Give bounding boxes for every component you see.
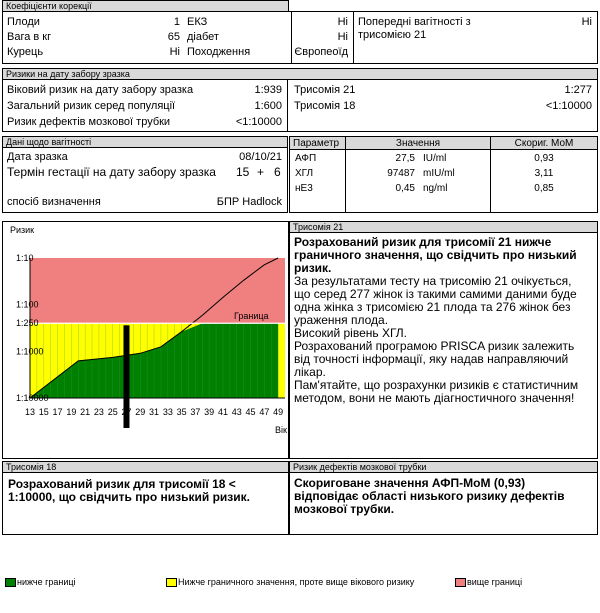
markers-col-mom: Скориг. МоМ [514, 138, 574, 149]
x-tick-label: 17 [52, 407, 63, 417]
sample-date-value: 08/10/21 [239, 151, 282, 163]
ntd-risk-label: Ризик дефектів мозкової трубки [7, 116, 171, 128]
weight-label: Вага в кг [7, 31, 52, 43]
x-tick-label: 49 [273, 407, 284, 417]
marker-ue3-unit: ng/ml [423, 183, 448, 194]
x-tick-label: 23 [93, 407, 104, 417]
legend-yellow-swatch [166, 578, 177, 587]
weight-value: 65 [167, 31, 180, 43]
x-tick-label: 39 [204, 407, 215, 417]
marker-ue3-mom: 0,85 [534, 183, 554, 194]
x-tick-label: 21 [80, 407, 91, 417]
x-tick-label: 13 [24, 407, 36, 417]
marker-afp-unit: IU/ml [423, 153, 447, 164]
gestation-label: Термін гестації на дату забору зразка [7, 165, 216, 179]
diabetes-value: Ні [337, 31, 348, 43]
marker-hcg-name: ХГЛ [295, 168, 314, 179]
t21-body-line: Високий рівень ХГЛ. [294, 326, 408, 340]
corrections-header: Коефіцієнти корекції [2, 0, 289, 12]
legend-below-label: нижче границі [17, 577, 76, 587]
diabetes-label: діабет [187, 31, 219, 43]
x-tick-label: 35 [176, 407, 187, 417]
t21-title-line: ризик. [294, 261, 332, 275]
ntd-header: Ризик дефектів мозкової трубки [289, 461, 598, 473]
x-tick-label: 25 [107, 407, 118, 417]
x-tick-label: 43 [231, 407, 242, 417]
pop-risk-label: Загальний ризик серед популяції [7, 100, 176, 112]
x-tick-label: 29 [135, 407, 146, 417]
markers-col-param: Параметр [293, 138, 340, 149]
t18-risk-label: Трисомія 18 [294, 100, 356, 112]
t21-body-line: одна жінка з трисомією 21 плода та 276 жінок без [294, 300, 571, 314]
legend-red-swatch [455, 578, 466, 587]
y-tick-label: 1:10 [16, 253, 34, 263]
age-risk-value: 1:939 [254, 84, 282, 96]
pregnancy-header: Дані щодо вагітності [2, 136, 288, 148]
marker-hcg-value: 97487 [387, 168, 415, 179]
t21-title [294, 236, 594, 275]
legend-between-label: Нижче граничного значення, проте вище вікового ризику [178, 577, 415, 587]
t21-body-line: За результатами тесту на трисомію 21 очікується, [294, 274, 572, 288]
ntd-text-line: відповідає області низького ризику дефектів [294, 489, 565, 503]
t21-body-line: методом, вони не мають діагностичного значення! [294, 391, 575, 405]
ntd-text-line: мозкової трубки. [294, 502, 395, 516]
gestation-plus: + [257, 165, 265, 179]
legend-above-label: вище границі [467, 577, 523, 587]
t21-body-line: від точності інформації, яку надав направляючий [294, 352, 569, 366]
smoker-label: Курець [7, 46, 44, 58]
fetuses-value: 1 [173, 16, 180, 28]
x-tick-label: 41 [217, 407, 228, 417]
marker-afp-name: АФП [295, 153, 317, 164]
y-tick-label: 1:10000 [16, 393, 49, 403]
t18-text-line: Розрахований ризик для трисомії 18 < [8, 477, 236, 491]
legend-green-swatch [5, 578, 16, 587]
t21-body-line: Пам'ятайте, що розрахунки ризиків є статистичним [294, 378, 579, 392]
x-tick-label: 33 [162, 407, 173, 417]
smoker-value: Ні [169, 46, 180, 58]
gestation-weeks: 15 [236, 165, 250, 179]
t21-title-line: Розрахований ризик для трисомії 21 нижче [294, 235, 552, 249]
risks-header: Ризики на дату забору зразка [2, 68, 598, 80]
markers-col-value: Значення [395, 138, 441, 149]
marker-hcg-unit: mIU/ml [423, 168, 455, 179]
t18-text-line: 1:10000, що свідчить про низький ризик. [8, 490, 250, 504]
prev-preg-value: Ні [581, 16, 592, 28]
chart-x-axis-label: Вік [275, 425, 287, 435]
age-risk-label: Віковий ризик на дату забору зразка [7, 84, 194, 96]
x-tick-label: 27 [121, 407, 132, 417]
t21-body-line: Розрахований програмою PRISCA ризик залежить [294, 339, 575, 353]
t21-body-line: лікар. [294, 365, 326, 379]
pop-risk-value: 1:600 [254, 100, 282, 112]
ntd-risk-value: <1:10000 [235, 116, 282, 128]
t18-header: Трисомія 18 [2, 461, 289, 473]
eko-label: ЕКЗ [187, 16, 208, 28]
t18-text [8, 478, 286, 504]
origin-value: Європеоїд [294, 46, 348, 58]
chart-title: Ризик [10, 225, 35, 235]
method-label: спосіб визначення [7, 196, 101, 208]
marker-hcg-mom: 3,11 [534, 168, 554, 179]
marker-afp-mom: 0,93 [534, 153, 554, 164]
origin-label: Походження [187, 46, 251, 58]
marker-ue3-name: нЕ3 [295, 183, 313, 194]
prev-preg-label: Попередні вагітності з трисомією 21 [358, 16, 471, 41]
eko-value: Ні [337, 16, 348, 28]
t21-body [294, 275, 594, 405]
ntd-text-line: Скориговане значення АФП-МоМ (0,93) [294, 476, 526, 490]
x-tick-label: 45 [245, 407, 256, 417]
x-tick-label: 37 [190, 407, 201, 417]
fetuses-label: Плоди [7, 16, 40, 28]
method-value: БПР Hadlock [216, 196, 282, 208]
y-tick-label: 1:100 [16, 299, 39, 310]
t21-risk-label: Трисомія 21 [294, 84, 356, 96]
x-tick-label: 15 [38, 407, 49, 417]
marker-afp-value: 27,5 [395, 153, 415, 164]
t21-body-line: ураження плода. [294, 313, 389, 327]
t21-title-line: граничного значення, що свідчить про низький [294, 248, 577, 262]
t21-risk-value: 1:277 [564, 84, 592, 96]
y-tick-label: 1:250 [16, 318, 39, 329]
ntd-text [294, 477, 594, 516]
x-tick-label: 31 [149, 407, 160, 417]
marker-ue3-value: 0,45 [395, 183, 415, 194]
y-tick-label: 1:1000 [16, 346, 44, 357]
t21-body-line: що серед 277 жінок із такими самими даними буде [294, 287, 577, 301]
t21-header: Трисомія 21 [289, 221, 598, 233]
x-tick-label: 19 [66, 407, 77, 417]
x-tick-label: 47 [259, 407, 270, 417]
cutoff-label: Граница [234, 311, 269, 322]
sample-date-label: Дата зразка [7, 151, 68, 163]
t18-risk-value: <1:10000 [545, 100, 592, 112]
gestation-days: 6 [274, 165, 281, 179]
